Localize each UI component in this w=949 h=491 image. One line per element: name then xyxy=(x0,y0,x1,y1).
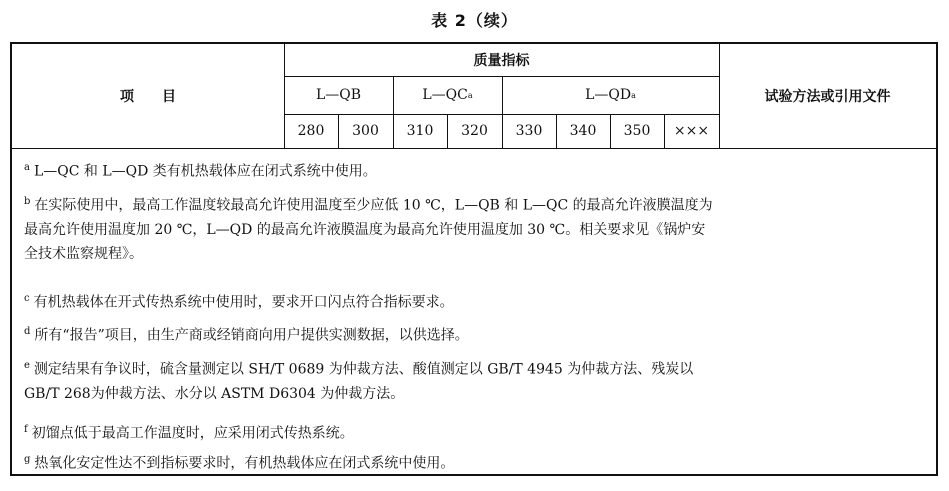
header-quality: 质量指标 xyxy=(473,53,530,69)
footnote-mark: d xyxy=(24,326,31,337)
footnote-g xyxy=(24,448,924,476)
grade-cell: ××× xyxy=(673,123,710,139)
footnote-text: L—QC 和 L—QD 类有机热载体应在闭式系统中使用。 xyxy=(33,163,377,180)
header-method: 试验方法或引用文件 xyxy=(764,89,891,105)
table-title: 表 2（续） xyxy=(431,11,518,30)
footnote-text: GB/T 268为仲裁方法、水分以 ASTM D6304 为仲裁方法。 xyxy=(24,385,405,402)
footnote-e xyxy=(24,354,924,406)
footnote-f xyxy=(24,418,924,446)
grade-cell: 280 xyxy=(297,123,325,139)
grade-cell: 350 xyxy=(623,123,651,139)
footnote-mark: g xyxy=(24,454,31,465)
footnote-text: 有机热载体在开式传热系统中使用时，要求开口闪点符合指标要求。 xyxy=(33,294,454,311)
grade-cell: 340 xyxy=(569,123,597,139)
footnote-text: 在实际使用中，最高工作温度较最高允许使用温度至少应低 10 ℃，L—QB 和 L—QC 的最高允许液膜温度为 xyxy=(34,197,713,214)
group-header-qc: L—QC a xyxy=(422,87,473,103)
footnote-text: 测定结果有争议时，硫含量测定以 SH/T 0689 为仲裁方法、酸值测定以 GB/T 4945 为仲裁方法、残炭以 xyxy=(33,361,694,378)
footnote-a xyxy=(24,156,924,184)
grade-cell: 310 xyxy=(406,123,434,139)
footnote-mark: c xyxy=(24,293,30,304)
group-header-qb: L—QB xyxy=(315,87,362,103)
footnote-mark: f xyxy=(24,424,28,435)
grade-cell: 300 xyxy=(352,123,379,139)
footnote-text: 所有“报告”项目，由生产商或经销商向用户提供实测数据，以供选择。 xyxy=(34,327,469,344)
footnote-text: 最高允许使用温度加 20 ℃，L—QD 的最高允许液膜温度为最高允许使用温度加 30 ℃。相关要求见《锅炉安 xyxy=(24,221,706,238)
footnote-mark: e xyxy=(24,360,30,371)
footnote-d xyxy=(24,320,924,348)
group-header-qd: L—QD a xyxy=(585,87,636,103)
footnote-b xyxy=(24,190,924,266)
rule-under-header xyxy=(12,148,936,149)
footnote-mark: a xyxy=(24,162,30,173)
grade-cell: 320 xyxy=(461,123,488,139)
header-item: 项 目 xyxy=(120,89,176,105)
footnote-text: 全技术监察规程》。 xyxy=(24,245,143,262)
table-frame xyxy=(10,42,938,476)
footnote-mark: a xyxy=(467,90,473,100)
grade-cell: 330 xyxy=(515,123,543,139)
footnote-mark: b xyxy=(24,196,31,207)
footnote-mark: a xyxy=(631,90,636,100)
footnote-c xyxy=(24,287,924,315)
footnote-text: 初馏点低于最高工作温度时，应采用闭式传热系统。 xyxy=(31,425,354,442)
footnote-text: 热氧化安定性达不到指标要求时，有机热载体应在闭式系统中使用。 xyxy=(34,455,455,472)
